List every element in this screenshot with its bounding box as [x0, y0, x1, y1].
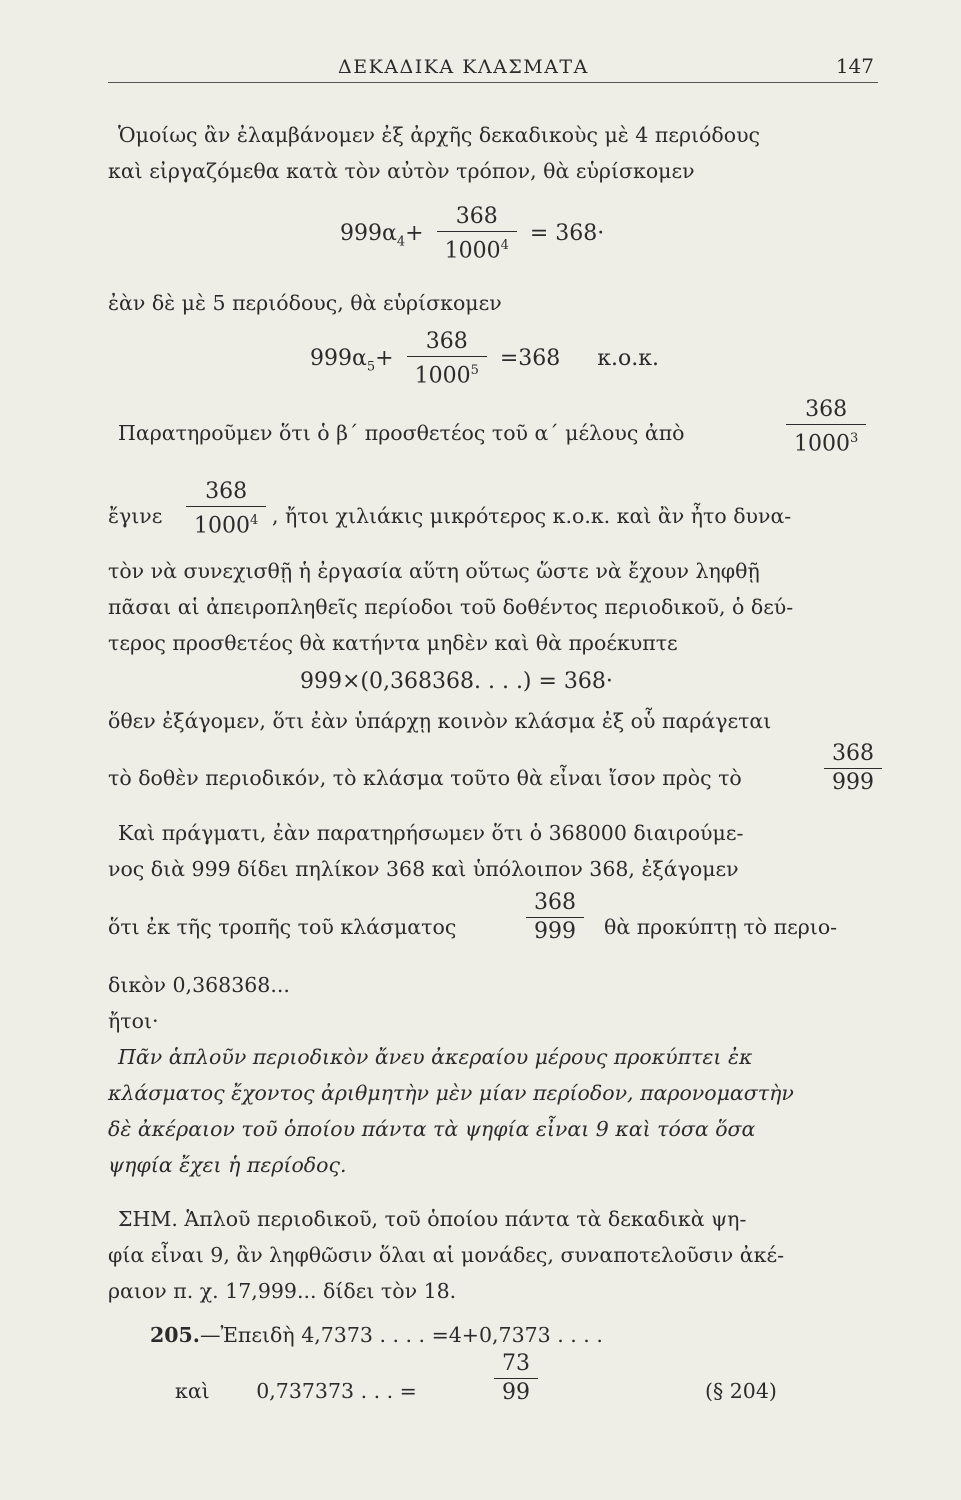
- page-header: [108, 52, 878, 83]
- note-line-2: φία εἶναι 9, ἂν ληφθῶσιν ὅλαι αἱ μονάδες, συναποτελοῦσιν ἀκέ-: [108, 1243, 784, 1267]
- eq1-right: = 368·: [529, 221, 605, 247]
- eq2-denominator: 1000: [414, 363, 471, 389]
- eq2-left: 999α: [310, 346, 367, 372]
- eq1-numerator: 368: [437, 205, 517, 232]
- text-line-4: Παρατηροῦμεν ὅτι ὁ β΄ προσθετέος τοῦ α΄ μέλους ἀπὸ: [118, 421, 685, 445]
- f4-numerator: 368: [186, 480, 266, 507]
- f7-denominator: 999: [534, 919, 576, 944]
- eq1-denominator: 1000: [444, 238, 501, 264]
- section-text: —Ἐπειδὴ 4,7373 . . . . =4+0,7373 . . . .: [199, 1323, 603, 1347]
- section-ref: (§ 204): [705, 1379, 777, 1403]
- eq1-left: 999α: [340, 221, 397, 247]
- text-line-15: ἤτοι·: [108, 1009, 159, 1033]
- rule-line-3: δὲ ἀκέραιον τοῦ ὁποίου πάντα τὰ ψηφία εἶναι 9 καὶ τόσα ὅσα: [108, 1117, 756, 1141]
- note-line-3: ραιον π. χ. 17,999... δίδει τὸν 18.: [108, 1279, 457, 1303]
- fraction-8: [488, 1352, 544, 1405]
- eq1-plus: +: [405, 221, 424, 247]
- text-line-6: τὸν νὰ συνεχισθῇ ἡ ἐργασία αὕτη οὕτως ὥστε νὰ ἔχουν ληφθῇ: [108, 559, 760, 583]
- f4-exponent: 4: [250, 513, 259, 528]
- f6-denominator: 999: [832, 770, 874, 795]
- eq2-right: =368: [499, 346, 561, 372]
- f3-exponent: 3: [850, 431, 859, 446]
- text-line-3: ἐὰν δὲ μὲ 5 περιόδους, θὰ εὑρίσκομεν: [108, 291, 502, 315]
- text-line-11: Καὶ πράγματι, ἐὰν παρατηρήσωμεν ὅτι ὁ 368000 διαιρούμε-: [118, 821, 744, 845]
- note-line-1: [118, 1206, 908, 1232]
- f4-denominator: 1000: [194, 513, 250, 539]
- text-line-13a: ὅτι ἐκ τῆς τροπῆς τοῦ κλάσματος: [108, 915, 457, 939]
- note-label: ΣΗΜ.: [118, 1207, 178, 1231]
- text-line-7: πᾶσαι αἱ ἀπειροπληθεῖς περίοδοι τοῦ δοθέντος περιοδικοῦ, ὁ δεύ-: [108, 595, 794, 619]
- rule-line-1: Πᾶν ἁπλοῦν περιοδικὸν ἄνευ ἀκεραίου μέρους προκύπτει ἐκ: [118, 1045, 753, 1069]
- f3-denominator: 1000: [794, 431, 850, 457]
- text-line-5a: ἔγινε: [108, 504, 163, 528]
- equation-2: [310, 330, 659, 388]
- f6-numerator: 368: [824, 742, 882, 769]
- eq2-plus: +: [375, 346, 394, 372]
- eq1-sub: 4: [396, 234, 406, 250]
- fraction-7: [520, 891, 590, 944]
- eq2-sub: 5: [366, 359, 376, 375]
- section-205-line: [150, 1322, 940, 1348]
- note-text-1: Ἁπλοῦ περιοδικοῦ, τοῦ ὁποίου πάντα τὰ δεκαδικὰ ψη-: [184, 1207, 747, 1231]
- text-line-12: νος διὰ 999 δίδει πηλίκον 368 καὶ ὑπόλοιπον 368, ἐξάγομεν: [108, 857, 739, 881]
- text-line-9: ὅθεν ἐξάγομεν, ὅτι ἐὰν ὑπάρχῃ κοινὸν κλάσμα ἐξ οὗ παράγεται: [108, 709, 772, 733]
- eq2-fraction: [407, 330, 487, 388]
- eq2-etc: κ.ο.κ.: [597, 346, 660, 372]
- equation-5: 999×(0,368368. . . .) = 368·: [300, 669, 613, 694]
- fraction-6: [818, 742, 888, 795]
- text-line-10: τὸ δοθὲν περιοδικόν, τὸ κλάσμα τοῦτο θὰ εἶναι ἴσον πρὸς τὸ: [108, 766, 742, 790]
- text-line-8: τερος προσθετέος θὰ κατήντα μηδὲν καὶ θὰ προέκυπτε: [108, 631, 678, 655]
- section-eq-left: 0,737373 . . . =: [256, 1379, 417, 1403]
- f7-numerator: 368: [526, 891, 584, 918]
- f3-numerator: 368: [786, 398, 866, 425]
- text-line-13b: θὰ προκύπτῃ τὸ περιο-: [604, 915, 838, 939]
- section-number: 205.: [150, 1323, 200, 1347]
- fraction-3: [780, 398, 872, 456]
- eq2-den-exponent: 5: [470, 363, 479, 378]
- running-title: ΔΕΚΑΔΙΚΑ ΚΛΑΣΜΑΤΑ: [338, 56, 589, 78]
- text-line-5b: , ἤτοι χιλιάκις μικρότερος κ.ο.κ. καὶ ἂν ἦτο δυνα-: [272, 504, 792, 528]
- equation-1: [340, 205, 604, 263]
- f8-denominator: 99: [502, 1380, 530, 1405]
- fraction-4: [180, 480, 272, 538]
- eq1-den-exponent: 4: [500, 238, 509, 253]
- rule-line-4: ψηφία ἔχει ἡ περίοδος.: [108, 1153, 347, 1177]
- rule-line-2: κλάσματος ἔχοντος ἀριθμητὴν μὲν μίαν περίοδον, παρονομαστὴν: [108, 1081, 794, 1105]
- f8-numerator: 73: [494, 1352, 538, 1379]
- text-line-2: καὶ εἰργαζόμεθα κατὰ τὸν αὐτὸν τρόπον, θὰ εὑρίσκομεν: [108, 159, 695, 183]
- section-kai: καὶ: [175, 1379, 210, 1403]
- text-line-1: Ὁμοίως ἂν ἐλαμβάνομεν ἐξ ἀρχῆς δεκαδικοὺς μὲ 4 περιόδους: [118, 123, 761, 147]
- text-line-14: δικὸν 0,368368...: [108, 973, 290, 997]
- eq1-fraction: [437, 205, 517, 263]
- page-number: 147: [835, 54, 874, 78]
- eq2-numerator: 368: [407, 330, 487, 357]
